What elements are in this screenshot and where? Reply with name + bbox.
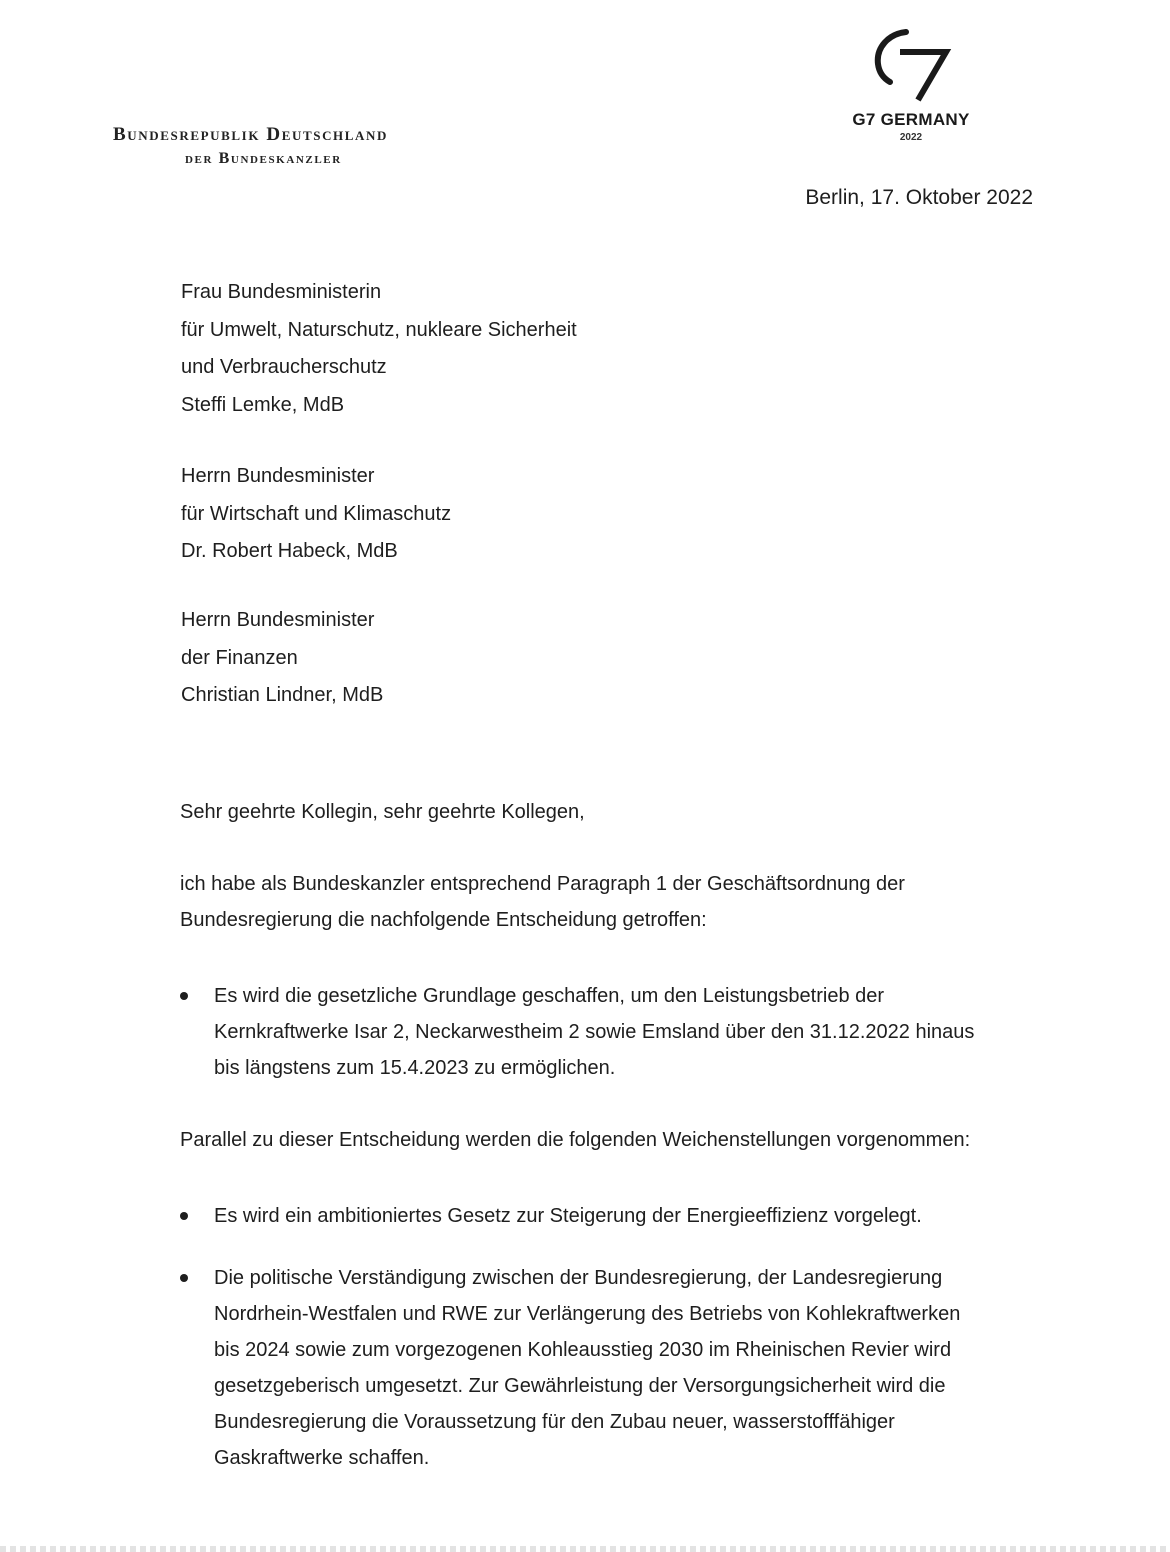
letter-date: Berlin, 17. Oktober 2022 bbox=[805, 186, 1033, 209]
letterhead-line-1: Bundesrepublik Deutschland bbox=[113, 124, 389, 145]
bullet-line: Die politische Verständigung zwischen der Bundesregierung, der Landesregierung bbox=[214, 1267, 943, 1289]
addressee-block-1 bbox=[181, 274, 577, 424]
bullet-line: Gaskraftwerke schaffen. bbox=[214, 1447, 430, 1469]
addressee-line: Christian Lindner, MdB bbox=[181, 684, 384, 706]
addressee-line: für Umwelt, Naturschutz, nukleare Sicherheit bbox=[181, 318, 577, 341]
salutation: Sehr geehrte Kollegin, sehr geehrte Kollegen, bbox=[180, 801, 585, 823]
addressee-line: Dr. Robert Habeck, MdB bbox=[181, 540, 398, 562]
scan-edge bbox=[0, 1546, 1170, 1552]
bullet-line: Kernkraftwerke Isar 2, Neckarwestheim 2 sowie Emsland über den 31.12.2022 hinaus bbox=[214, 1021, 975, 1043]
logo-year: 2022 bbox=[899, 132, 923, 143]
bullet-line: bis längstens zum 15.4.2023 zu ermöglichen. bbox=[214, 1057, 616, 1079]
parallel-paragraph: Parallel zu dieser Entscheidung werden die folgenden Weichenstellungen vorgenommen: bbox=[180, 1129, 971, 1151]
g7-logo-mark bbox=[866, 26, 956, 108]
addressee-block-3 bbox=[181, 602, 383, 715]
measure-bullet-1 bbox=[180, 1198, 922, 1234]
letterhead-line-2: der Bundeskanzler bbox=[185, 150, 342, 167]
addressee-line: der Finanzen bbox=[181, 646, 298, 669]
bullet-line: Bundesregierung die Voraussetzung für den Zubau neuer, wasserstofffähiger bbox=[214, 1411, 895, 1433]
letterhead bbox=[113, 124, 388, 168]
addressee-line: Herrn Bundesminister bbox=[181, 609, 375, 631]
addressee-line: Herrn Bundesminister bbox=[181, 465, 375, 487]
addressee-line: für Wirtschaft und Klimaschutz bbox=[181, 502, 452, 525]
g7-logo bbox=[836, 26, 986, 154]
measure-bullet-2 bbox=[180, 1260, 960, 1476]
bullet-line: gesetzgeberisch umgesetzt. Zur Gewährleistung der Versorgungsicherheit wird die bbox=[214, 1375, 946, 1397]
bullet-line: bis 2024 sowie zum vorgezogenen Kohleausstieg 2030 im Rheinischen Revier wird bbox=[214, 1339, 952, 1361]
logo-name: G7 GERMANY bbox=[852, 110, 970, 129]
bullet-line: Es wird die gesetzliche Grundlage geschaffen, um den Leistungsbetrieb der bbox=[214, 985, 885, 1007]
intro-paragraph bbox=[180, 866, 905, 938]
decision-bullet bbox=[180, 978, 974, 1086]
intro-line: Bundesregierung die nachfolgende Entscheidung getroffen: bbox=[180, 909, 707, 931]
bullet-line: Nordrhein-Westfalen und RWE zur Verlängerung des Betriebs von Kohlekraftwerken bbox=[214, 1303, 961, 1325]
addressee-line: Steffi Lemke, MdB bbox=[181, 393, 345, 416]
addressee-line: und Verbraucherschutz bbox=[181, 356, 387, 378]
addressee-block-2 bbox=[181, 458, 451, 571]
bullet-line: Es wird ein ambitioniertes Gesetz zur Steigerung der Energieeffizienz vorgelegt. bbox=[214, 1205, 922, 1227]
intro-line: ich habe als Bundeskanzler entsprechend Paragraph 1 der Geschäftsordnung der bbox=[180, 873, 905, 895]
addressee-line: Frau Bundesministerin bbox=[181, 281, 382, 303]
